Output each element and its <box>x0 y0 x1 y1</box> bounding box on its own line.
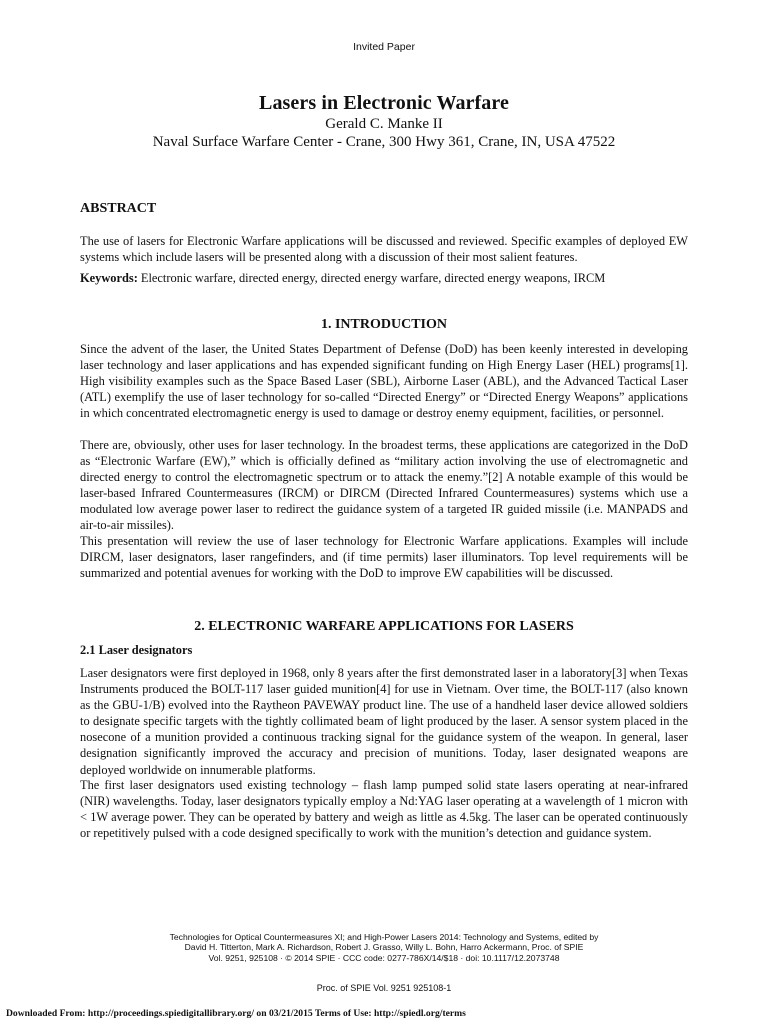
intro-paragraph: Since the advent of the laser, the United States Department of Defense (DoD) has been keenly interested in developing laser technology and laser applications and has expended significant funding on High Energy Laser (HEL) programs[1]. High visibility examples such as the Space Based Laser (SBL), Airborne Laser (ABL), and the Advanced Tactical Laser (ATL) exemplify the use of laser technology for so-called “Directed Energy” or “Directed Energy Weapons” applications in which concentrated electromagnetic energy is used to damage or destroy enemy equipment, facilities, or personnel. <box>80 342 688 421</box>
keywords-text: Electronic warfare, directed energy, directed energy warfare, directed energy weapons, IRCM <box>137 271 606 285</box>
keywords-label: Keywords: <box>80 271 138 285</box>
subsection-heading-laser-designators: 2.1 Laser designators <box>80 643 193 657</box>
invited-paper-label: Invited Paper <box>353 41 415 53</box>
body-paragraph: The first laser designators used existing technology – flash lamp pumped solid state lasers operating at near-infrared (NIR) wavelengths. Today, laser designators typically employ a Nd:YAG laser operating at a wavelength of 1 micron with < 1W average power. They can be operated by battery and weigh as little as 4.5kg. The laser can be operated continuously or repetitively pulsed with a code designed specifically to work with the munition’s detection and guidance system. <box>80 778 688 841</box>
proceedings-page-number: Proc. of SPIE Vol. 9251 925108-1 <box>316 983 452 993</box>
body-paragraph: Laser designators were first deployed in 1968, only 8 years after the first demonstrated laser in a laboratory[3] when Texas Instruments produced the BOLT-117 laser guided munition[4] for use in Vietnam. Over time, the BOLT-117 (also known as the GBU-1/B) evolved into the Raytheon PAVEWAY product line. The use of a handheld laser device allowed soldiers to designate specific targets with the tightly collimated beam of light produced by the laser. A sensor system placed in the nosecone of a munition provided a continuous tracking signal for the guidance system of the weapon. In general, laser designation significantly improved the accuracy and precision of munitions. Today, laser designated weapons are deployed worldwide on innumerable platforms. <box>80 666 688 777</box>
abstract-heading: ABSTRACT <box>80 201 157 216</box>
citation-line: Technologies for Optical Countermeasures XI; and High-Power Lasers 2014: Technology and Systems, edited by <box>169 932 599 942</box>
section-heading-introduction: 1. INTRODUCTION <box>320 317 447 332</box>
keywords-line <box>80 270 688 286</box>
section-heading-ew-applications: 2. ELECTRONIC WARFARE APPLICATIONS FOR LASERS <box>194 619 574 634</box>
citation-line: Vol. 9251, 925108 · © 2014 SPIE · CCC code: 0277-786X/14/$18 · doi: 10.1117/12.2073748 <box>208 952 560 963</box>
download-notice: Downloaded From: http://proceedings.spiedigitallibrary.org/ on 03/21/2015 Terms of Use: http://spiedl.org/terms <box>6 1008 466 1019</box>
citation-footer <box>0 932 768 963</box>
paper-title: Lasers in Electronic Warfare <box>259 92 509 114</box>
abstract-text: The use of lasers for Electronic Warfare applications will be discussed and reviewed. Specific examples of deployed EW systems which include lasers will be presented along with a discussion of their most salient features. <box>80 234 688 265</box>
author-affiliation: Naval Surface Warfare Center - Crane, 300 Hwy 361, Crane, IN, USA 47522 <box>152 134 616 150</box>
intro-paragraph: This presentation will review the use of laser technology for Electronic Warfare applications. Examples will include DIRCM, laser designators, laser rangefinders, and (if time permits) laser illuminators. Top level requirements will be summarized and potential avenues for working with the DoD to improve EW capabilities will be discussed. <box>80 534 688 581</box>
citation-line: David H. Titterton, Mark A. Richardson, Robert J. Grasso, Willy L. Bohn, Harro Ackermann, Proc. of SPIE <box>184 942 584 953</box>
author-name: Gerald C. Manke II <box>325 116 443 132</box>
intro-paragraph: There are, obviously, other uses for laser technology. In the broadest terms, these applications are categorized in the DoD as “Electronic Warfare (EW),” which is officially defined as “military action involving the use of electromagnetic and directed energy to control the electromagnetic spectrum or to attack the enemy.”[2] A notable example of this would be laser-based Infrared Countermeasures (IRCM) or DIRCM (Directed Infrared Countermeasures) systems which use a modulated low average power laser to redirect the guidance system of a targeted IR guided missile (i.e. MANPADS and air-to-air missiles). <box>80 438 688 533</box>
